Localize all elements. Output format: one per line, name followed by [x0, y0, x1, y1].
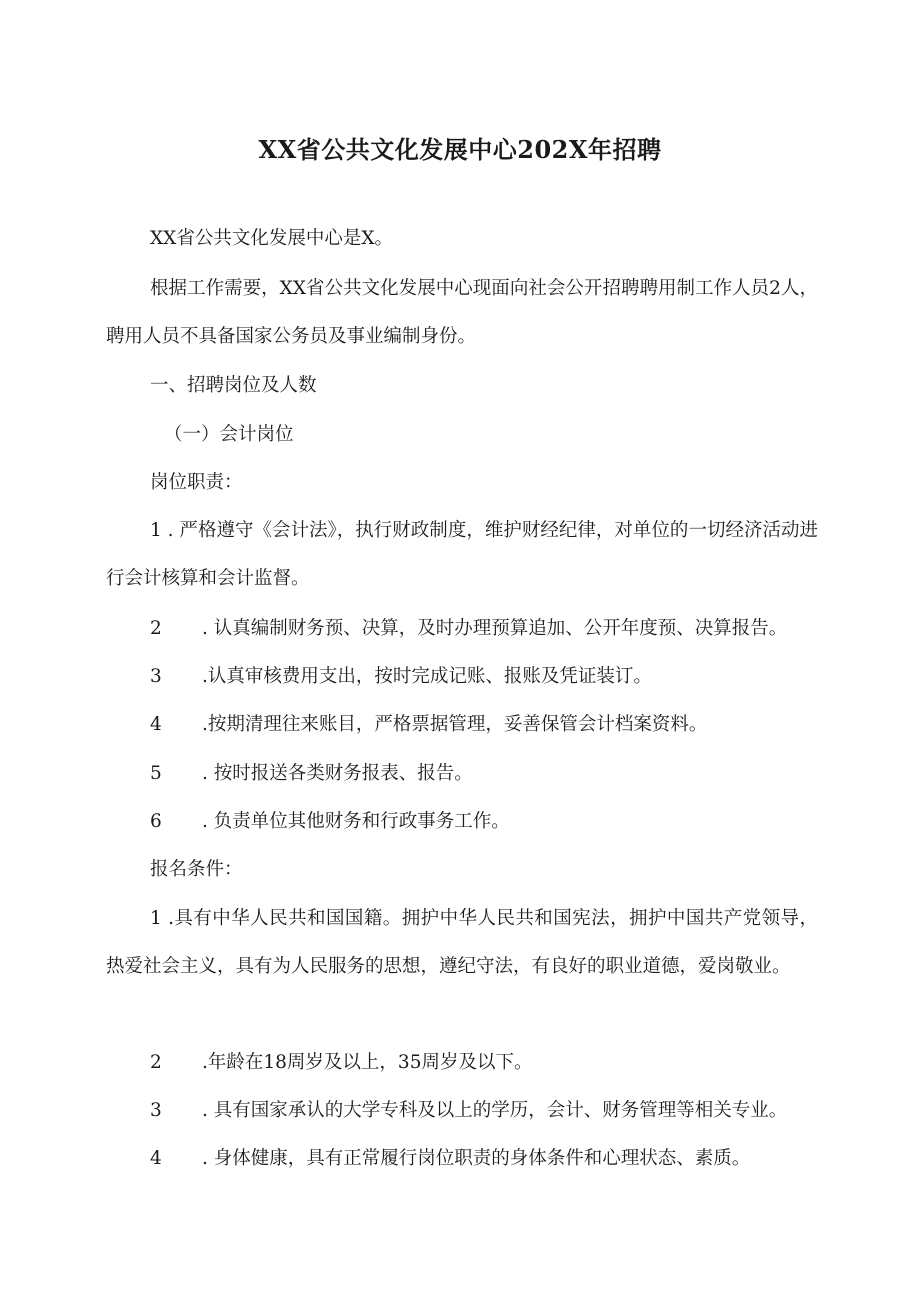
requirement-item-3: [150, 1087, 787, 1135]
duty-number: 5: [150, 763, 162, 784]
duty-number: 4: [150, 714, 162, 735]
duty-item-3: [150, 653, 652, 701]
duty-item-1: 1 . 严格遵守《会计法》，执行财政制度，维护财经纪律，对单位的一切经济活动进行会计核算和会计监督。: [106, 520, 818, 589]
duty-text: . 负责单位其他财务和行政事务工作。: [202, 811, 510, 832]
requirement-text: .年龄在18周岁及以上，35周岁及以下。: [202, 1052, 533, 1073]
intro-paragraph: XX省公共文化发展中心是X。: [150, 228, 394, 249]
duty-text: . 认真编制财务预、决算，及时办理预算追加、公开年度预、决算报告。: [202, 618, 788, 639]
requirement-text: . 身体健康，具有正常履行岗位职责的身体条件和心理状态、素质。: [202, 1148, 751, 1169]
duty-item-5: [150, 750, 473, 798]
document-title: XX省公共文化发展中心202X年招聘: [258, 135, 662, 164]
duty-number: 2: [150, 618, 162, 639]
requirement-number: 2: [150, 1052, 162, 1073]
duty-item-4: [150, 701, 707, 749]
duty-text: . 按时报送各类财务报表、报告。: [202, 763, 473, 784]
subsection-heading-accountant: （一）会计岗位: [164, 424, 294, 445]
duty-text: .认真审核费用支出，按时完成记账、报账及凭证装订。: [202, 666, 652, 687]
requirement-number: 4: [150, 1148, 162, 1169]
section-heading-positions: 一、招聘岗位及人数: [150, 375, 317, 396]
requirements-heading: 报名条件：: [150, 859, 243, 880]
duty-number: 6: [150, 811, 162, 832]
duty-text: .按期清理往来账目，严格票据管理，妥善保管会计档案资料。: [202, 714, 708, 735]
requirement-item-2: [150, 1039, 532, 1087]
requirement-number: 3: [150, 1100, 162, 1121]
paragraph-recruitment-need: 根据工作需要，XX省公共文化发展中心现面向社会公开招聘聘用制工作人员2人，聘用人员不具备国家公务员及事业编制身份。: [106, 278, 818, 347]
requirement-item-4: [150, 1135, 750, 1183]
duty-item-6: [150, 798, 510, 846]
requirement-text: . 具有国家承认的大学专科及以上的学历，会计、财务管理等相关专业。: [202, 1100, 788, 1121]
requirement-item-1: 1 .具有中华人民共和国国籍。拥护中华人民共和国宪法，拥护中国共产党领导，热爱社会主义，具有为人民服务的思想，遵纪守法，有良好的职业道德，爱岗敬业。: [106, 908, 818, 977]
duty-item-2: [150, 605, 787, 653]
duties-heading: 岗位职责：: [150, 472, 243, 493]
duty-number: 3: [150, 666, 162, 687]
